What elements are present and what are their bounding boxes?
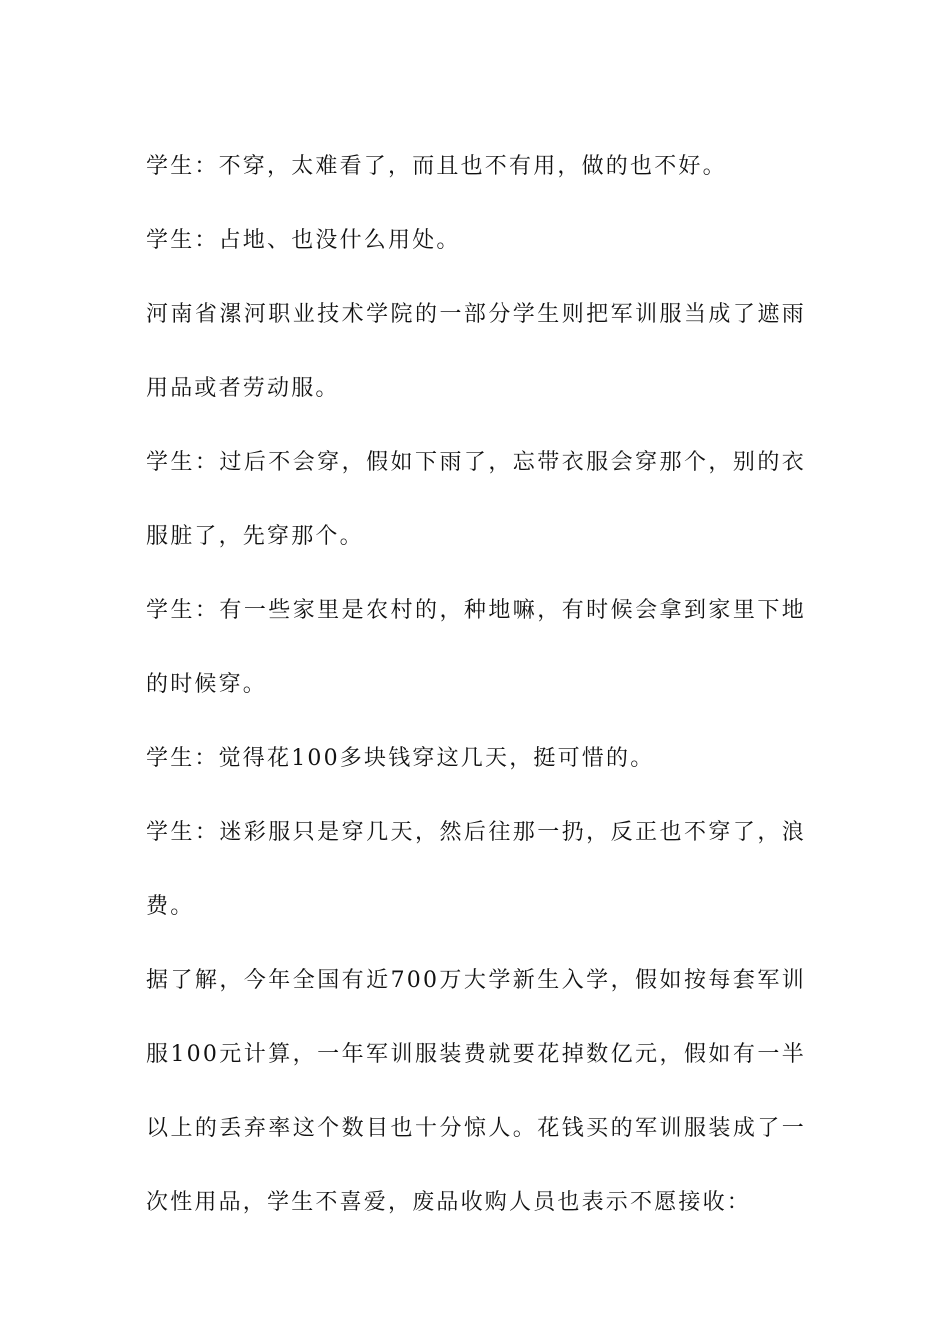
paragraph-8: 据了解，今年全国有近700万大学新生入学，假如按每套军训服100元计算，一年军训服装费就要花掉数亿元，假如有一半以上的丢弃率这个数目也十分惊人。花钱买的军训服装成了一次性用品，学生不喜爱，废品收购人员也表示不愿接收：	[146, 968, 806, 1215]
paragraph-1: 学生：不穿，太难看了，而且也不有用，做的也不好。	[146, 154, 727, 179]
paragraph-3: 河南省漯河职业技术学院的一部分学生则把军训服当成了遮雨用品或者劳动服。	[146, 302, 806, 401]
document-body	[146, 130, 806, 1240]
paragraph-2: 学生：占地、也没什么用处。	[146, 228, 461, 253]
paragraph-6: 学生：觉得花100多块钱穿这几天，挺可惜的。	[146, 746, 655, 771]
paragraph-7: 学生：迷彩服只是穿几天，然后往那一扔，反正也不穿了，浪费。	[146, 820, 806, 919]
paragraph-4: 学生：过后不会穿，假如下雨了，忘带衣服会穿那个，别的衣服脏了，先穿那个。	[146, 450, 806, 549]
paragraph-5: 学生：有一些家里是农村的，种地嘛，有时候会拿到家里下地的时候穿。	[146, 598, 806, 697]
